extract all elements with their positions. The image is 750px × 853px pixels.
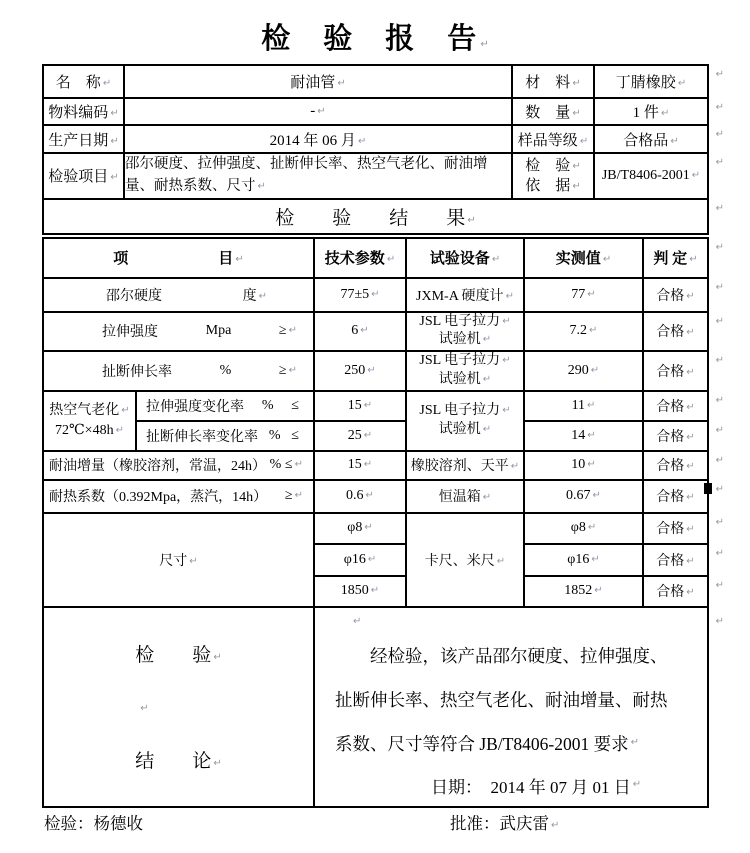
paragraph-mark-icon: ↵ <box>686 366 695 378</box>
conclusion-date-line: 日期： 2014 年 07 月 01 日 ↵ <box>431 778 642 797</box>
conclusion-text-line: 经检验，该产品邵尔硬度、拉伸强度、 <box>370 646 668 666</box>
paragraph-mark-icon: ↵ <box>660 108 670 119</box>
table-row <box>43 451 708 480</box>
paragraph-mark-icon: ↵ <box>482 492 492 503</box>
paragraph-mark-icon: ↵ <box>502 405 511 417</box>
judgement-cell <box>643 513 724 544</box>
paragraph-mark-icon: ↵ <box>386 254 396 265</box>
paragraph-mark-icon: ↵ <box>317 106 326 117</box>
paragraph-mark-icon: ↵ <box>353 615 362 627</box>
approver-signature: 批准：武庆雷 ↵ <box>450 814 560 833</box>
inspector-signature: 检验：杨德收 <box>44 814 143 833</box>
page-title: 检 验 报 告 <box>261 23 479 55</box>
row-end-mark-icon: ↵ <box>715 579 724 591</box>
param-value: 25 <box>347 427 362 443</box>
param-cell <box>314 576 406 607</box>
measured-cell <box>524 278 643 312</box>
item-relation-symbol: ≤ <box>291 397 299 413</box>
row-end-mark-icon: ↵ <box>715 281 724 293</box>
paragraph-mark-icon: ↵ <box>602 254 612 265</box>
row-end-mark-icon: ↵ <box>715 547 724 559</box>
item-relation-symbol: ≥ <box>284 488 293 503</box>
label-text: 生产日期 <box>48 132 109 149</box>
judgement-cell <box>643 576 724 607</box>
conclusion-text-line: 系数、尺寸等符合 JB/T8406-2001 要求 ↵ <box>335 734 640 754</box>
row-end-mark-icon: ↵ <box>715 202 724 214</box>
item-name: 扯断伸长率 <box>102 364 172 380</box>
value-text: 1 件 <box>632 105 659 121</box>
sample-grade-label <box>512 125 594 153</box>
material-code-value <box>124 98 512 125</box>
header-equipment <box>406 238 524 278</box>
measured-value: 14 <box>571 427 586 443</box>
table-row <box>43 480 708 513</box>
judgement-value: 合格 <box>656 288 685 304</box>
row-end-mark-icon: ↵ <box>715 241 724 253</box>
paragraph-mark-icon: ↵ <box>686 401 695 413</box>
header-text: 技术参数 <box>324 251 385 267</box>
row-end-mark-icon: ↵ <box>715 615 724 627</box>
material-label <box>512 65 594 98</box>
paragraph-mark-icon: ↵ <box>591 553 600 565</box>
paragraph-mark-icon: ↵ <box>482 373 492 385</box>
table-row <box>43 65 708 98</box>
inspection-items-value <box>124 153 512 199</box>
equipment-cell <box>406 480 524 513</box>
measured-cell <box>524 421 643 451</box>
measured-value: φ8 <box>570 520 586 535</box>
row-end-mark-icon: ↵ <box>715 69 724 80</box>
value-text: JB/T8406-2001 <box>601 167 690 183</box>
table-row <box>43 312 708 351</box>
row-end-mark-icon: ↵ <box>715 102 724 113</box>
paragraph-mark-icon: ↵ <box>505 290 514 302</box>
measured-cell <box>524 576 643 607</box>
item-name: 耐油增量（橡胶溶剂，常温，24h） <box>49 459 266 474</box>
header-item <box>43 238 314 278</box>
param-cell <box>314 544 406 576</box>
paragraph-mark-icon: ↵ <box>189 555 198 567</box>
paragraph-mark-icon: ↵ <box>294 490 303 501</box>
row-end-mark-icon: ↵ <box>715 315 724 327</box>
param-value: 250 <box>344 362 366 378</box>
param-value: 77±5 <box>340 286 370 302</box>
equipment-cell <box>406 278 524 312</box>
paragraph-mark-icon: ↵ <box>257 180 266 192</box>
label-text: 检验项目 <box>48 169 109 186</box>
paragraph-mark-icon: ↵ <box>579 135 589 147</box>
equipment-name: 恒温箱 <box>438 490 481 505</box>
material-value <box>594 65 724 98</box>
paragraph-mark-icon: ↵ <box>502 355 511 367</box>
item-unit: % <box>219 362 232 378</box>
item-elongation <box>43 351 314 391</box>
param-value: φ16 <box>343 551 366 567</box>
paragraph-mark-icon: ↵ <box>572 108 581 119</box>
equipment-name: JXM-A 硬度计 <box>416 288 504 304</box>
value-text: 邵尔硬度、拉伸强度、扯断伸长率、热空气老化、耐油增量、耐热系数、尺寸 <box>125 156 488 194</box>
header-param <box>314 238 406 278</box>
paragraph-mark-icon: ↵ <box>288 325 297 336</box>
name-label <box>43 65 124 98</box>
subitem-elongation-change <box>136 421 314 451</box>
item-relation-symbol: ≥ <box>278 362 287 378</box>
measured-value: 290 <box>567 362 589 378</box>
measured-value: 11 <box>571 397 586 413</box>
text-cursor-artifact <box>704 483 712 494</box>
paragraph-mark-icon: ↵ <box>367 553 377 565</box>
judgement-value: 合格 <box>656 490 685 505</box>
judgement-value: 合格 <box>656 429 685 445</box>
conclusion-text-line: 扯断伸长率、热空气老化、耐油增量、耐热 <box>335 690 668 710</box>
equipment-cell <box>406 451 524 480</box>
row-end-mark-icon: ↵ <box>715 424 724 436</box>
measured-cell <box>524 312 643 351</box>
item-heat-coefficient <box>43 480 314 513</box>
conclusion-text-cell <box>314 607 724 807</box>
paragraph-mark-icon: ↵ <box>467 214 476 226</box>
label-text: 依 据 <box>525 177 571 194</box>
header-text: 判 定 <box>653 251 688 267</box>
paragraph-mark-icon: ↵ <box>686 327 695 338</box>
paragraph-mark-icon: ↵ <box>213 652 222 663</box>
measured-value: 7.2 <box>569 323 588 338</box>
judgement-cell <box>643 391 724 421</box>
item-name: 邵尔硬度 <box>106 288 162 304</box>
judgement-cell <box>643 451 724 480</box>
paragraph-mark-icon: ↵ <box>365 490 374 501</box>
judgement-value: 合格 <box>656 399 685 415</box>
inspection-basis-value <box>594 153 724 199</box>
judgement-value: 合格 <box>656 325 685 340</box>
paragraph-mark-icon: ↵ <box>551 820 560 831</box>
paragraph-mark-icon: ↵ <box>686 555 695 567</box>
paragraph-mark-icon: ↵ <box>294 459 303 470</box>
table-row <box>43 199 708 234</box>
judgement-cell <box>643 421 724 451</box>
paragraph-mark-icon: ↵ <box>686 492 695 503</box>
table-row <box>43 153 708 199</box>
conclusion-row <box>43 607 708 807</box>
equipment-cell <box>406 391 524 451</box>
header-measured <box>524 238 643 278</box>
value-text: 丁腈橡胶 <box>615 75 676 91</box>
measured-value: 10 <box>571 457 586 472</box>
paragraph-mark-icon: ↵ <box>496 555 506 567</box>
item-unit: Mpa <box>205 323 232 338</box>
label-text: 物料编码 <box>48 105 109 121</box>
param-cell <box>314 513 406 544</box>
paragraph-mark-icon: ↵ <box>587 459 596 470</box>
row-end-mark-icon: ↵ <box>715 483 724 495</box>
paragraph-mark-icon: ↵ <box>482 423 492 435</box>
paragraph-mark-icon: ↵ <box>502 315 511 327</box>
paragraph-mark-icon: ↵ <box>337 78 346 89</box>
paragraph-mark-icon: ↵ <box>572 180 581 192</box>
label-text: 样品等级 <box>517 132 578 149</box>
measured-value: 77 <box>571 286 586 302</box>
param-cell <box>314 351 406 391</box>
material-code-label <box>43 98 124 125</box>
paragraph-mark-icon: ↵ <box>670 135 679 147</box>
row-end-mark-icon: ↵ <box>715 129 724 140</box>
measured-cell <box>524 391 643 421</box>
paragraph-mark-icon: ↵ <box>572 160 581 172</box>
equipment-name: 橡胶溶剂、天平 <box>410 459 509 474</box>
paragraph-mark-icon: ↵ <box>587 522 597 533</box>
param-cell <box>314 391 406 421</box>
quantity-label <box>512 98 594 125</box>
param-cell <box>314 451 406 480</box>
table-row <box>43 351 708 391</box>
item-condition: 72℃×48h <box>55 422 114 438</box>
paragraph-mark-icon: ↵ <box>691 169 701 181</box>
equipment-name: JSL 电子拉力 <box>419 403 501 419</box>
equipment-name: 试验机 <box>438 371 481 387</box>
paragraph-mark-icon: ↵ <box>686 461 695 472</box>
paragraph-mark-icon: ↵ <box>587 429 596 441</box>
judgement-cell <box>643 480 724 513</box>
paragraph-mark-icon: ↵ <box>360 325 369 336</box>
item-name: 拉伸强度 <box>102 325 158 340</box>
table-row <box>43 391 708 421</box>
item-relation-symbol: ≤ <box>284 457 293 472</box>
conclusion-label-line: 检 验 <box>135 645 212 666</box>
item-unit: 度 <box>242 288 257 304</box>
paragraph-mark-icon: ↵ <box>110 135 119 147</box>
table-row <box>43 278 708 312</box>
row-end-mark-icon: ↵ <box>715 454 724 466</box>
paragraph-mark-icon: ↵ <box>363 459 373 470</box>
item-name: 拉伸强度变化率 <box>146 399 244 415</box>
paragraph-mark-icon: ↵ <box>235 254 244 265</box>
measured-cell <box>524 351 643 391</box>
paragraph-mark-icon: ↵ <box>140 702 149 714</box>
paragraph-mark-icon: ↵ <box>110 108 119 119</box>
equipment-name: 试验机 <box>438 332 481 347</box>
item-name: 耐热系数（0.392Mpa，蒸汽，14h） <box>49 490 268 505</box>
results-table <box>42 237 724 808</box>
paragraph-mark-icon: ↵ <box>370 585 380 596</box>
section-title-text: 检 验 结 果 <box>275 207 466 229</box>
measured-value: 0.67 <box>566 488 591 503</box>
paragraph-mark-icon: ↵ <box>589 325 598 336</box>
value-text: 合格品 <box>623 132 669 149</box>
paragraph-mark-icon: ↵ <box>592 490 601 501</box>
paragraph-mark-icon: ↵ <box>510 461 520 472</box>
equipment-cell <box>406 312 524 351</box>
item-tensile-strength <box>43 312 314 351</box>
paragraph-mark-icon: ↵ <box>587 399 596 411</box>
paragraph-mark-icon: ↵ <box>102 78 112 89</box>
value-text: - <box>310 103 316 119</box>
name-value <box>124 65 512 98</box>
header-judgement <box>643 238 724 278</box>
paragraph-mark-icon: ↵ <box>288 364 297 376</box>
paragraph-mark-icon: ↵ <box>630 737 640 748</box>
results-header-row <box>43 238 708 278</box>
equipment-name: JSL 电子拉力 <box>419 353 501 369</box>
production-date-value <box>124 125 512 153</box>
paragraph-mark-icon: ↵ <box>587 288 596 300</box>
measured-cell <box>524 451 643 480</box>
param-value: 1850 <box>340 583 369 598</box>
param-value: 6 <box>351 323 359 338</box>
param-value: φ8 <box>347 520 363 535</box>
row-end-mark-icon: ↵ <box>715 354 724 366</box>
paragraph-mark-icon: ↵ <box>367 364 376 376</box>
value-text: 2014 年 06 月 <box>269 132 356 149</box>
paragraph-mark-icon: ↵ <box>121 404 130 416</box>
item-unit: % <box>268 427 281 443</box>
paragraph-mark-icon: ↵ <box>213 758 222 769</box>
header-text: 实测值 <box>555 251 601 267</box>
item-unit: % <box>261 397 274 413</box>
row-end-mark-icon: ↵ <box>715 157 724 168</box>
item-name: 扯断伸长率变化率 <box>146 429 258 445</box>
label-text: 数 量 <box>525 105 571 121</box>
judgement-cell <box>643 278 724 312</box>
paragraph-mark-icon: ↵ <box>572 78 581 89</box>
param-cell <box>314 480 406 513</box>
param-value: 0.6 <box>346 488 364 503</box>
subitem-tensile-change <box>136 391 314 421</box>
judgement-value: 合格 <box>656 459 685 474</box>
label-text: 检 验 <box>525 157 571 174</box>
item-relation-symbol: ≥ <box>278 323 287 338</box>
paragraph-mark-icon: ↵ <box>632 779 642 790</box>
value-text: 耐油管 <box>290 75 336 91</box>
table-row <box>43 513 708 544</box>
paragraph-mark-icon: ↵ <box>364 522 373 533</box>
item-name: 尺寸 <box>159 553 188 569</box>
equipment-cell <box>406 513 524 607</box>
item-dimensions <box>43 513 314 607</box>
paragraph-mark-icon: ↵ <box>686 587 695 598</box>
equipment-name: 卡尺、米尺 <box>424 553 495 569</box>
paragraph-mark-icon: ↵ <box>594 585 603 596</box>
measured-cell <box>524 480 643 513</box>
label-text: 材 料 <box>525 75 571 91</box>
conclusion-label-cell <box>43 607 314 807</box>
equipment-name: 试验机 <box>438 421 481 437</box>
sample-grade-value <box>594 125 724 153</box>
production-date-label <box>43 125 124 153</box>
measured-value: 1852 <box>564 583 593 598</box>
paragraph-mark-icon: ↵ <box>357 135 367 147</box>
header-text: 试验设备 <box>429 251 490 267</box>
paragraph-mark-icon: ↵ <box>590 364 600 376</box>
report-title-row <box>0 0 750 64</box>
judgement-cell <box>643 544 724 576</box>
row-end-mark-icon: ↵ <box>715 394 724 406</box>
paragraph-mark-icon: ↵ <box>110 172 119 184</box>
results-section-bar <box>42 198 724 235</box>
item-shore-hardness <box>43 278 314 312</box>
judgement-value: 合格 <box>656 585 685 600</box>
paragraph-mark-icon: ↵ <box>686 290 695 302</box>
param-cell <box>314 421 406 451</box>
item-name: 热空气老化 <box>49 402 120 418</box>
results-section-title <box>43 199 724 234</box>
judgement-cell <box>643 351 724 391</box>
paragraph-mark-icon: ↵ <box>677 78 687 89</box>
paragraph-mark-icon: ↵ <box>689 254 698 265</box>
table-row <box>43 421 708 451</box>
paragraph-mark-icon: ↵ <box>480 39 489 50</box>
measured-value: φ16 <box>567 551 590 567</box>
info-table <box>42 64 724 200</box>
quantity-value <box>594 98 724 125</box>
paragraph-mark-icon: ↵ <box>686 524 695 535</box>
paragraph-mark-icon: ↵ <box>491 254 501 265</box>
label-text: 名 称 <box>55 75 101 91</box>
conclusion-label-line: 结 论 <box>135 751 212 772</box>
paragraph-mark-icon: ↵ <box>363 429 373 441</box>
param-cell <box>314 278 406 312</box>
measured-cell <box>524 513 643 544</box>
table-row <box>43 125 708 153</box>
table-row <box>43 98 708 125</box>
equipment-name: JSL 电子拉力 <box>419 313 501 329</box>
inspection-items-label <box>43 153 124 199</box>
header-text: 项 目 <box>113 251 234 267</box>
judgement-value: 合格 <box>656 364 685 380</box>
equipment-cell <box>406 351 524 391</box>
row-end-mark-icon: ↵ <box>715 516 724 528</box>
param-value: 15 <box>347 397 362 413</box>
param-cell <box>314 312 406 351</box>
judgement-cell <box>643 312 724 351</box>
paragraph-mark-icon: ↵ <box>371 288 380 300</box>
item-oil-increment <box>43 451 314 480</box>
paragraph-mark-icon: ↵ <box>258 290 267 302</box>
inspection-basis-label <box>512 153 594 199</box>
param-value: 15 <box>347 457 362 472</box>
item-hot-air-aging <box>43 391 136 451</box>
paragraph-mark-icon: ↵ <box>686 431 695 443</box>
item-unit: % <box>269 457 282 472</box>
item-relation-symbol: ≤ <box>291 427 299 443</box>
paragraph-mark-icon: ↵ <box>363 399 373 411</box>
paragraph-mark-icon: ↵ <box>115 424 124 436</box>
judgement-value: 合格 <box>656 553 685 569</box>
measured-cell <box>524 544 643 576</box>
paragraph-mark-icon: ↵ <box>482 334 492 345</box>
judgement-value: 合格 <box>656 522 685 537</box>
